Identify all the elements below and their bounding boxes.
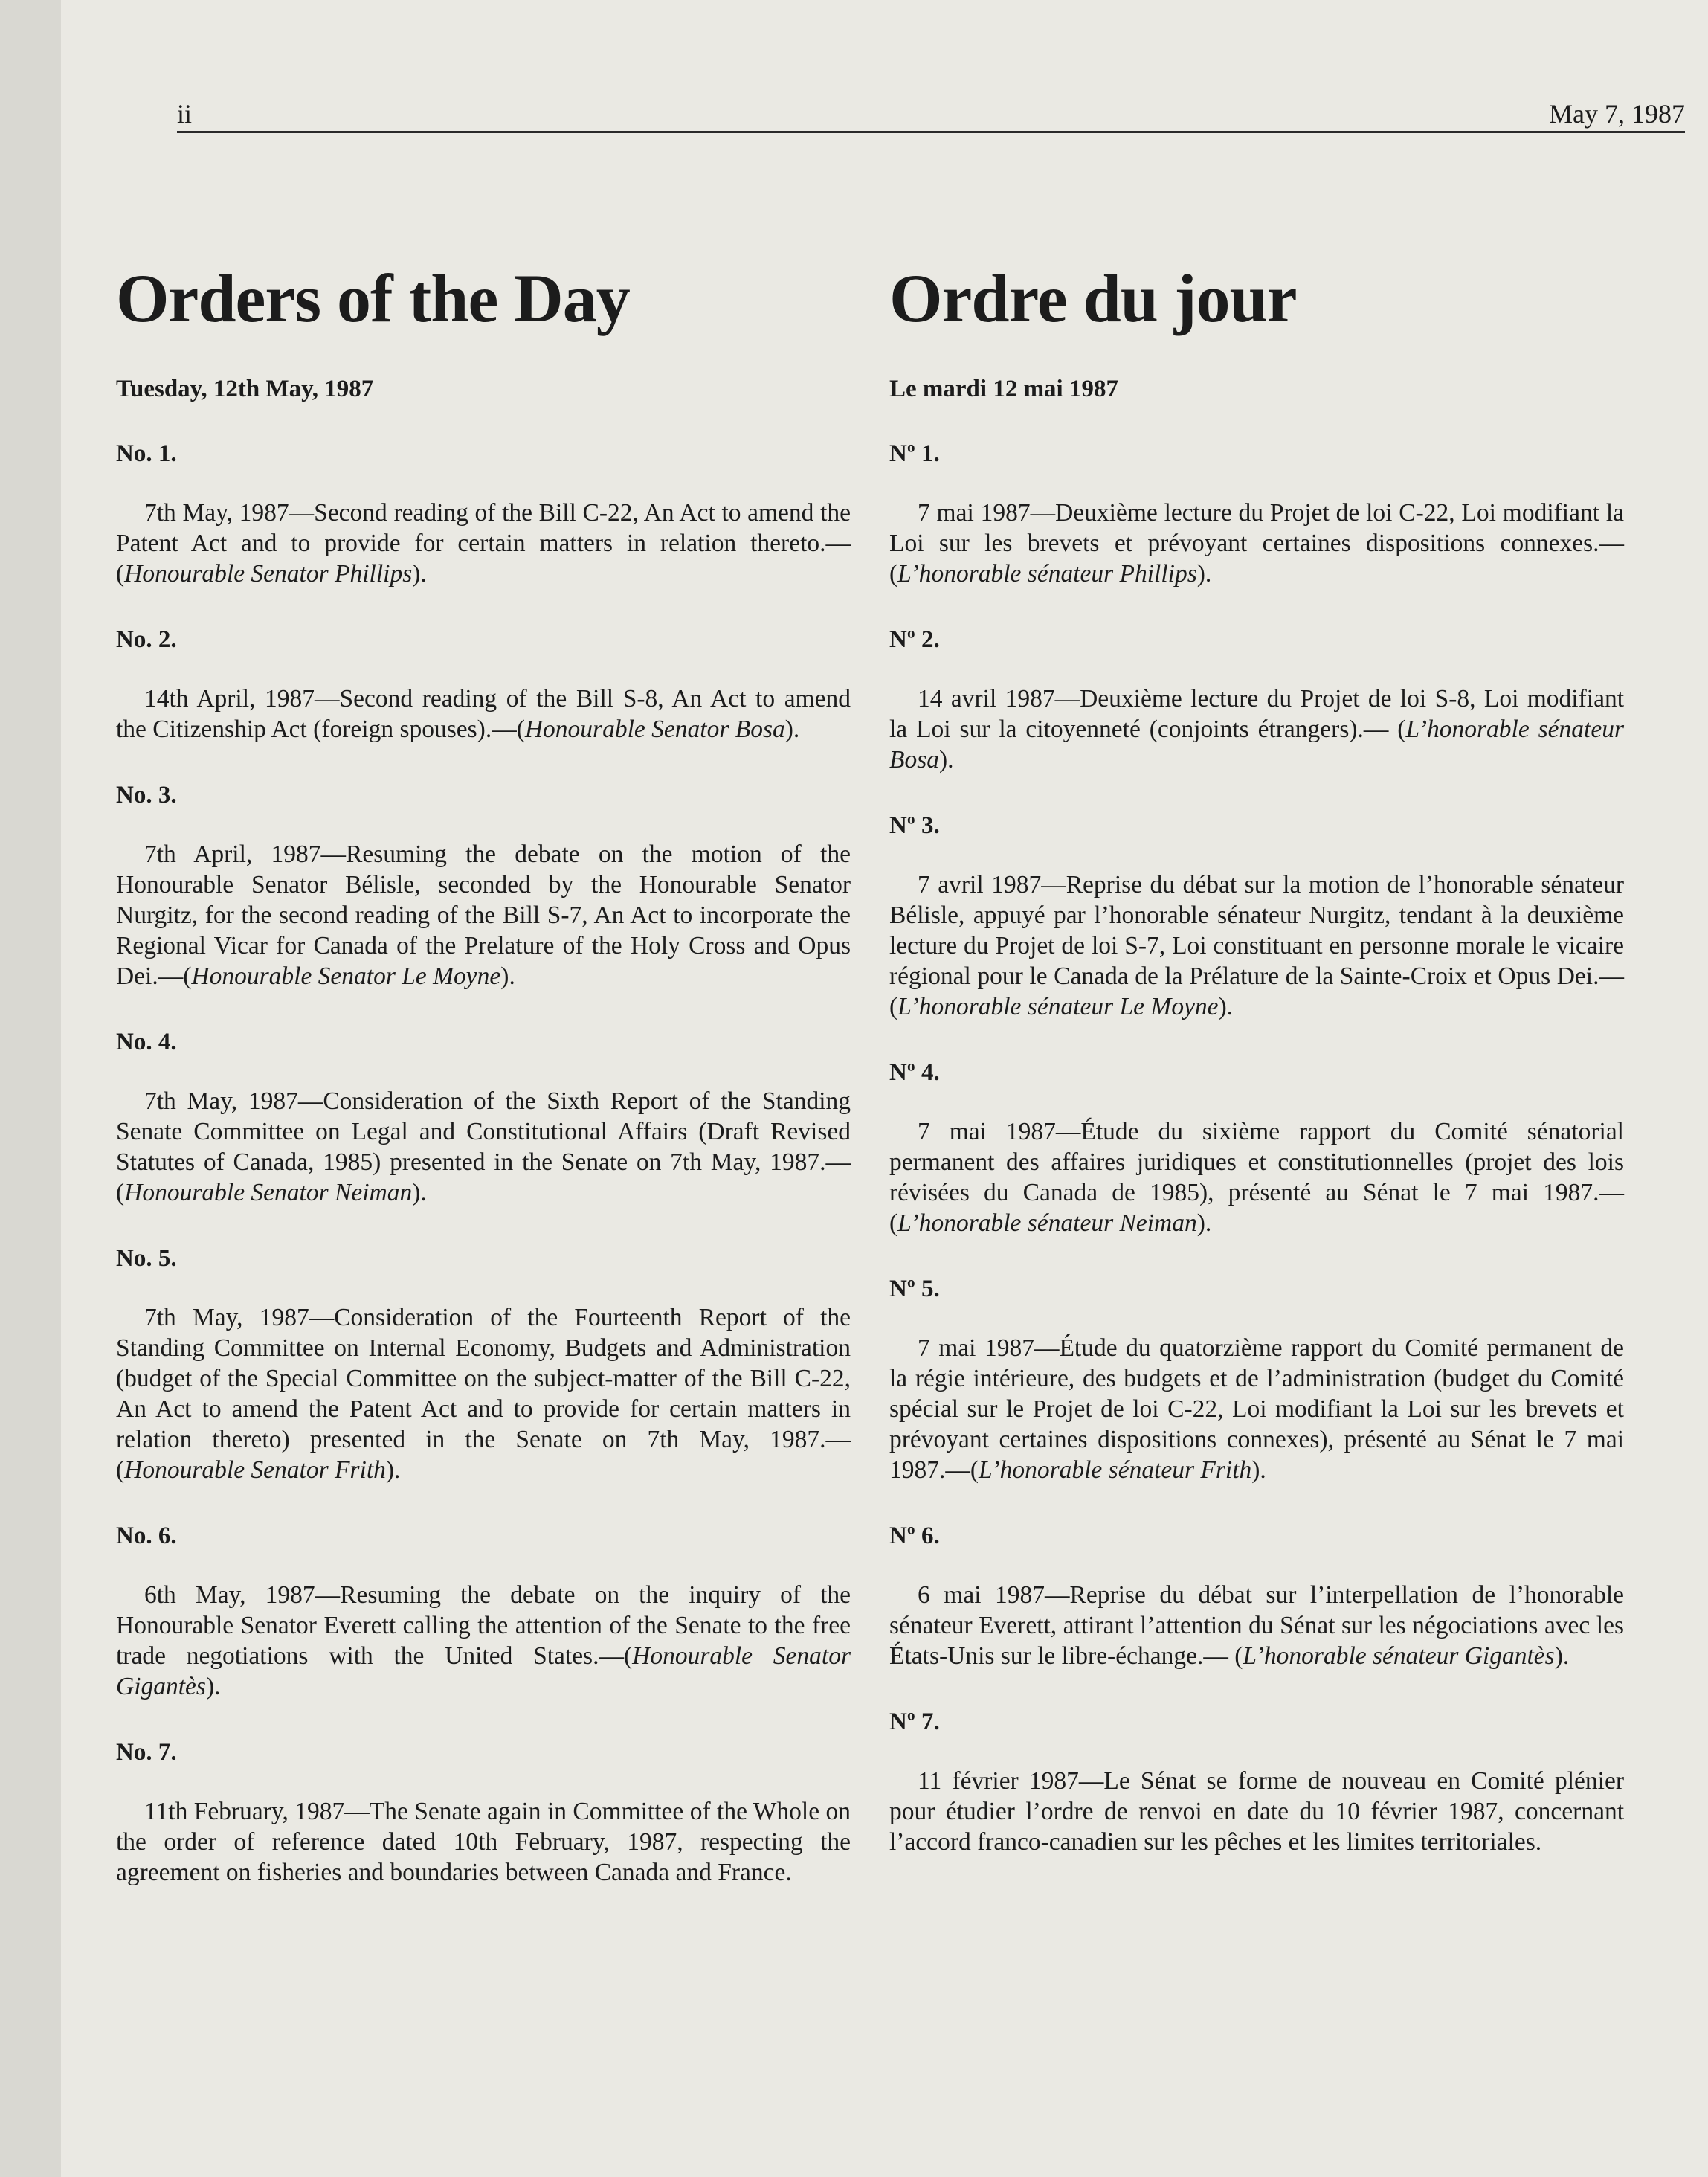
item-number: No. 2. <box>116 626 177 653</box>
item-description: 7th May, 1987—Consideration of the Sixth Report of the Standing Senate Committee on Legal and Constitutional Affairs (Draft Revised Statutes of Canada, 1985) presented in the Senate on 7th May, 1987.—( <box>116 1087 851 1206</box>
item-description: 7 mai 1987—Deuxième lecture du Projet de loi C-22, Loi modifiant la Loi sur les brevets et prévoyant certaines dispositions connexes.—( <box>889 499 1624 588</box>
item-description: 11 février 1987—Le Sénat se forme de nouveau en Comité plénier pour étudier l’ordre de renvoi en date du 10 février 1987, concernant l’accord franco-canadien sur les pêches et les limites territoriales. <box>889 1767 1624 1856</box>
item-text <box>889 1580 1624 1671</box>
item-sponsor: L’honorable sénateur Phillips <box>897 560 1197 588</box>
english-date-line: Tuesday, 12th May, 1987 <box>116 376 374 402</box>
item-description: 7th May, 1987—Consideration of the Fourteenth Report of the Standing Committee on Internal Economy, Budgets and Administration (budget of the Special Committee on the subject-matter of the Bill C-22, An Act to amend the Patent Act and to provide for certain matters in relation thereto) presented in the Senate on 7th May, 1987.—( <box>116 1304 851 1484</box>
order-item <box>889 626 1624 775</box>
item-description: 11th February, 1987—The Senate again in Committee of the Whole on the order of reference dated 10th February, 1987, respecting the agreement on fisheries and boundaries between Canada and France. <box>116 1798 851 1886</box>
header-date: May 7, 1987 <box>1549 99 1685 129</box>
item-text <box>116 1086 851 1208</box>
item-text <box>116 1580 851 1702</box>
english-column <box>116 260 851 1888</box>
item-text <box>116 1796 851 1888</box>
item-number: Nº 6. <box>889 1522 940 1549</box>
french-date-line: Le mardi 12 mai 1987 <box>889 376 1118 402</box>
item-sponsor: Honourable Senator Bosa <box>524 716 785 743</box>
item-closing: ). <box>412 1179 427 1206</box>
item-description: 6th May, 1987—Resuming the debate on the inquiry of the Honourable Senator Everett calling the attention of the Senate to the free trade negotiations with the United States.—( <box>116 1581 851 1670</box>
item-text <box>889 1766 1624 1857</box>
item-number: Nº 7. <box>889 1708 940 1735</box>
item-closing: ). <box>1251 1456 1266 1484</box>
item-text <box>889 1333 1624 1485</box>
item-closing: ). <box>205 1673 221 1700</box>
item-closing: ). <box>1196 1209 1212 1237</box>
item-sponsor: L’honorable sénateur Bosa <box>889 716 1624 774</box>
item-sponsor: Honourable Senator Le Moyne <box>191 962 501 990</box>
item-text <box>889 869 1624 1022</box>
item-sponsor: L’honorable sénateur Le Moyne <box>897 993 1219 1020</box>
item-number: Nº 5. <box>889 1276 940 1302</box>
item-closing: ). <box>385 1456 401 1484</box>
order-item <box>889 1276 1624 1485</box>
item-sponsor: L’honorable sénateur Neiman <box>897 1209 1197 1237</box>
item-number: No. 4. <box>116 1029 177 1055</box>
item-text <box>889 1116 1624 1238</box>
item-description: 7 avril 1987—Reprise du débat sur la motion de l’honorable sénateur Bélisle, appuyé par l’honorable sénateur Nurgitz, tendant à la deuxième lecture du Projet de loi S-7, Loi constituant en personne morale le vicaire régional pour le Canada de la Prélature de la Sainte-Croix et Opus Dei.—( <box>889 871 1624 1020</box>
item-closing: ). <box>1218 993 1234 1020</box>
order-item <box>889 440 1624 589</box>
item-number: No. 6. <box>116 1522 177 1549</box>
order-item <box>116 440 851 589</box>
item-text <box>116 839 851 991</box>
order-item <box>889 1522 1624 1671</box>
french-title: Ordre du jour <box>889 260 1297 336</box>
french-column <box>889 260 1624 1857</box>
order-item <box>116 1029 851 1208</box>
item-text <box>889 684 1624 775</box>
item-description: 7th April, 1987—Resuming the debate on the motion of the Honourable Senator Bélisle, seconded by the Honourable Senator Nurgitz, for the second reading of the Bill S-7, An Act to incorporate the Regional Vicar for Canada of the Prelature of the Holy Cross and Opus Dei.—( <box>116 840 851 990</box>
item-description: 7 mai 1987—Étude du sixième rapport du Comité sénatorial permanent des affaires juridiques et constitutionnelles (projet des lois révisées du Canada de 1985), présenté au Sénat le 7 mai 1987.—( <box>889 1118 1624 1237</box>
order-item <box>116 1245 851 1485</box>
order-item <box>889 1059 1624 1238</box>
item-description: 6 mai 1987—Reprise du débat sur l’interpellation de l’honorable sénateur Everett, attirant l’attention du Sénat sur les négociations avec les États-Unis sur le libre-échange.— ( <box>889 1581 1624 1670</box>
item-text <box>116 498 851 589</box>
item-sponsor: Honourable Senator Neiman <box>124 1179 413 1206</box>
item-sponsor: L’honorable sénateur Gigantès <box>1243 1642 1555 1670</box>
item-number: No. 1. <box>116 440 177 467</box>
order-item <box>116 1522 851 1702</box>
item-description: 7 mai 1987—Étude du quatorzième rapport du Comité permanent de la régie intérieure, des budgets et de l’administration (budget du Comité spécial sur le Projet de loi C-22, Loi modifiant la Loi sur les brevets et prévoyant certaines dispositions connexes), présenté au Sénat le 7 mai 1987.—( <box>889 1334 1624 1484</box>
item-closing: ). <box>1554 1642 1570 1670</box>
item-sponsor: Honourable Senator Frith <box>124 1456 386 1484</box>
item-closing: ). <box>784 716 800 743</box>
item-number: Nº 4. <box>889 1059 940 1086</box>
running-header <box>177 95 1685 133</box>
item-text <box>116 1302 851 1485</box>
item-number: No. 3. <box>116 782 177 808</box>
item-closing: ). <box>412 560 427 588</box>
item-description: 14 avril 1987—Deuxième lecture du Projet de loi S-8, Loi modifiant la Loi sur la citoyenneté (conjoints étrangers).— ( <box>889 685 1624 743</box>
order-item <box>116 782 851 991</box>
item-closing: ). <box>500 962 515 990</box>
item-text <box>116 684 851 745</box>
item-sponsor: Honourable Senator Phillips <box>124 560 413 588</box>
item-number: Nº 3. <box>889 812 940 839</box>
item-number: No. 5. <box>116 1245 177 1272</box>
item-description: 14th April, 1987—Second reading of the Bill S-8, An Act to amend the Citizenship Act (foreign spouses).—( <box>116 685 851 743</box>
english-title: Orders of the Day <box>116 260 630 336</box>
order-item <box>889 1708 1624 1857</box>
order-item <box>116 1739 851 1888</box>
item-closing: ). <box>1196 560 1212 588</box>
item-closing: ). <box>939 746 954 774</box>
french-items <box>889 440 1624 1857</box>
english-items <box>116 440 851 1888</box>
item-sponsor: Honourable Senator Gigantès <box>116 1642 851 1700</box>
order-item <box>889 812 1624 1022</box>
order-item <box>116 626 851 745</box>
page-number: ii <box>177 99 193 129</box>
item-number: Nº 1. <box>889 440 940 467</box>
item-number: Nº 2. <box>889 626 940 653</box>
item-sponsor: L’honorable sénateur Frith <box>979 1456 1252 1484</box>
item-number: No. 7. <box>116 1739 177 1766</box>
item-description: 7th May, 1987—Second reading of the Bill C-22, An Act to amend the Patent Act and to provide for certain matters in relation thereto.—( <box>116 499 851 588</box>
item-text <box>889 498 1624 589</box>
